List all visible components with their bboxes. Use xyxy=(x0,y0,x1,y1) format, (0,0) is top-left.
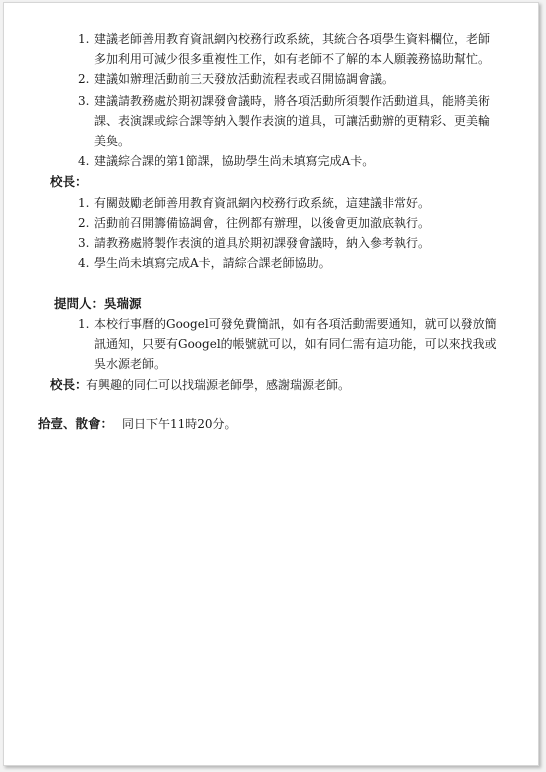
list-number: 1. xyxy=(78,317,90,331)
reply-item-1: 有關鼓勵老師善用教育資訊網內校務行政系統，這建議非常好。 xyxy=(94,196,431,210)
questioner-label: 提問人：吳瑞源 xyxy=(54,296,142,311)
list-number: 2. xyxy=(78,72,90,86)
document-page xyxy=(3,2,539,766)
question-line-1: 本校行事曆的Googel可發免費簡訊，如有各項活動需要通知，就可以發放簡 xyxy=(94,317,497,331)
suggestion-3-line-2: 課、表演課或綜合課等納入製作表演的道具，可讓活動辦的更精彩、更美輪 xyxy=(94,114,491,128)
reply-item-4: 學生尚未填寫完成A卡，請綜合課老師協助。 xyxy=(94,256,331,270)
reply-item-2: 活動前召開籌備協調會，往例都有辦理，以後會更加澈底執行。 xyxy=(94,216,431,230)
suggestion-4-line-1: 建議綜合課的第1節課，協助學生尚未填寫完成A卡。 xyxy=(94,154,375,168)
list-number: 2. xyxy=(78,216,90,230)
list-number: 3. xyxy=(78,94,90,108)
suggestion-2-line-1: 建議如辦理活動前三天發放活動流程表或召開協調會議。 xyxy=(94,72,395,86)
principal-reply-text: 有興趣的同仁可以找瑞源老師學，感謝瑞源老師。 xyxy=(86,378,351,392)
suggestion-3-line-3: 美奐。 xyxy=(94,134,131,148)
reply-item-3: 請教務處將製作表演的道具於期初課發會議時，納入參考執行。 xyxy=(94,236,431,250)
question-line-2: 訊通知，只要有Googel的帳號就可以，如有同仁需有這功能，可以來找我或 xyxy=(94,337,497,351)
principal-label: 校長： xyxy=(50,377,88,392)
list-number: 4. xyxy=(78,256,90,270)
list-number: 3. xyxy=(78,236,90,250)
suggestion-3-line-1: 建議請教務處於期初課發會議時，將各項活動所須製作活動道具，能將美術 xyxy=(94,94,491,108)
list-number: 4. xyxy=(78,154,90,168)
list-number: 1. xyxy=(78,32,90,46)
principal-label: 校長： xyxy=(50,174,88,189)
suggestion-1-line-2: 多加利用可減少很多重複性工作，如有老師不了解的本人願義務協助幫忙。 xyxy=(94,52,491,66)
question-line-3: 吳水源老師。 xyxy=(94,357,167,371)
suggestion-1-line-1: 建議老師善用教育資訊網內校務行政系統，其統合各項學生資料欄位，老師 xyxy=(94,32,491,46)
list-number: 1. xyxy=(78,196,90,210)
closing-text: 同日下午11時20分。 xyxy=(122,417,237,431)
closing-label: 拾壹、散會： xyxy=(38,416,114,431)
